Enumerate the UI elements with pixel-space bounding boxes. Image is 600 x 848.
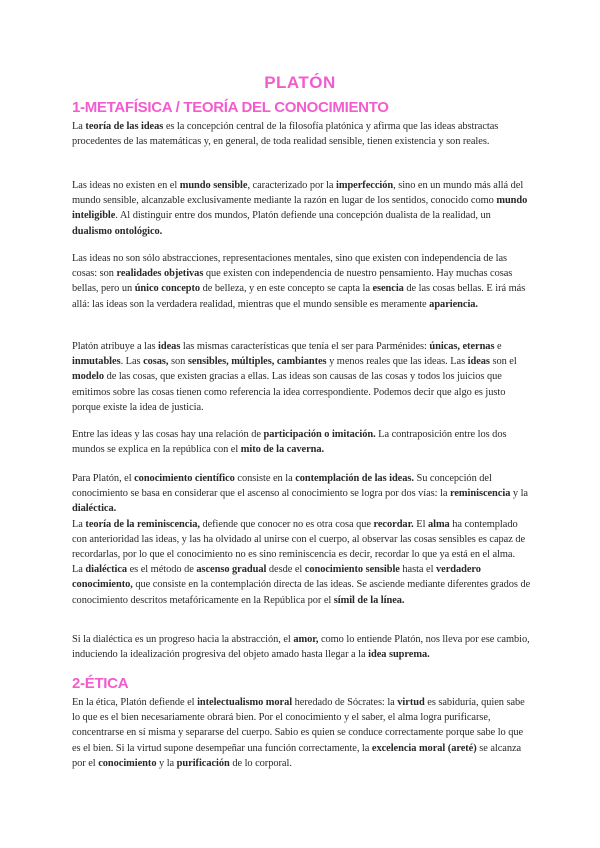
bold-term: dialéctica xyxy=(85,564,128,576)
bold-term: conocimiento científico xyxy=(134,473,235,484)
bold-term: participación o imitación. xyxy=(263,429,376,440)
bold-term: imperfección xyxy=(336,180,394,191)
bold-term: intelectualismo moral xyxy=(197,697,293,708)
paragraph: La teoría de las ideas es la concepción central de la filosofía platónica y afirma que las ideas abstractas procedentes de las matemáticas y, en general, de toda realidad sensible, tienen existencia y son reales. xyxy=(72,121,499,148)
bold-term: verdadero conocimiento, xyxy=(72,564,481,591)
bold-term: virtud xyxy=(397,697,425,708)
paragraph: En la ética, Platón defiende el intelectualismo moral heredado de Sócrates: la virtud es sabiduría, quien sabe lo que es el bien necesariamente obrará bien. Por el conocimiento y el saber, el alma logra purificarse, concentrarse en sí misma y separarse del cuerpo. Sabio es quien se conduce correctamente porque sabe lo que es el bien. Si la virtud supone desempeñar una función correctamente, la excelencia moral (areté) se alcanza por el conocimiento y la purificación de lo corporal. xyxy=(72,697,525,769)
bold-term: símil de la línea. xyxy=(333,594,405,606)
bold-term: únicas, eternas xyxy=(429,341,495,352)
bold-term: mundo inteligible xyxy=(72,195,528,222)
bold-term: conocimiento sensible xyxy=(304,564,400,576)
bold-term: teoría de la reminiscencia, xyxy=(85,518,200,530)
bold-term: amor, xyxy=(293,634,319,645)
bold-term: dialéctica. xyxy=(72,503,117,515)
paragraph: Para Platón, el conocimiento científico consiste en la contemplación de las ideas. Su concepción del conocimiento se basa en considerar que el ascenso al conocimiento se logra por dos vías: la reminiscencia y la dialéctica. La teoría de la reminiscencia, defiende que conocer no es otra cosa que recordar. El alma ha contemplado con anterioridad las ideas, y las ha olvidado al unirse con el cuerpo, al observar las cosas sensibles es capaz de recordarlas, por lo que el conocimiento no es sino reminiscencia es decir, recordar lo que ya está en el alma. La dialéctica es el método de ascenso gradual desde el conocimiento sensible hasta el verdadero conocimiento, que consiste en la contemplación directa de las ideas. Se asciende mediante diferentes grados de conocimiento descritos metafóricamente en la República por el símil de la línea. xyxy=(72,473,531,606)
bold-term: conocimiento xyxy=(98,757,157,769)
bold-term: contemplación de las ideas. xyxy=(295,473,414,484)
bold-term: alma xyxy=(427,518,450,530)
bold-term: realidades objetivas xyxy=(116,268,204,280)
paragraph: Platón atribuye a las ideas las mismas características que tenía el ser para Parménides: únicas, eternas e inmutables. Las cosas, son sensibles, múltiples, cambiantes y menos reales que las ideas. Las ideas son el modelo de las cosas, que existen gracias a ellas. Las ideas son causas de las cosas y todos los juicios que emitimos sobre las cosas tienen como referencia la idea correspondiente. Podemos decir que algo es justo porque existe la idea de justicia. xyxy=(72,341,517,413)
bold-term: mito de la caverna. xyxy=(240,444,325,456)
section-heading-metafisica: 1-METAFÍSICA / TEORÍA DEL CONOCIMIENTO xyxy=(72,99,389,116)
page-title: PLATÓN xyxy=(264,73,336,92)
bold-term: teoría de las ideas xyxy=(85,121,164,132)
bold-term: sensibles, múltiples, cambiantes xyxy=(187,356,327,368)
bold-term: apariencia. xyxy=(429,298,478,310)
bold-term: único concepto xyxy=(134,283,201,295)
bold-term: excelencia moral (areté) xyxy=(371,742,477,754)
bold-term: recordar. xyxy=(373,518,414,530)
bold-term: ascenso gradual xyxy=(196,564,267,576)
paragraph: Entre las ideas y las cosas hay una relación de participación o imitación. La contraposición entre los dos mundos se explica en la república con el mito de la caverna. xyxy=(72,429,507,456)
bold-term: purificación xyxy=(176,757,230,769)
bold-term: esencia xyxy=(372,283,404,295)
bold-term: ideas xyxy=(158,341,181,352)
paragraph: Las ideas no existen en el mundo sensible, caracterizado por la imperfección, sino en un mundo más allá del mundo sensible, alcanzable exclusivamente mediante la razón en lugar de los sentidos, conocido como mundo inteligible. Al distinguir entre dos mundos, Platón defiende una concepción dualista de la realidad, un dualismo ontológico. xyxy=(72,180,528,237)
bold-term: idea suprema. xyxy=(368,649,430,661)
paragraph: Las ideas no son sólo abstracciones, representaciones mentales, sino que existen con independencia de las cosas: son realidades objetivas que existen con independencia de nuestro pensamiento. Hay muchas cosas bellas, pero un único concepto de belleza, y en este concepto se capta la esencia de las cosas bellas. E irá más allá: las ideas son la verdadera realidad, mientras que el mundo sensible es meramente apariencia. xyxy=(72,253,526,310)
bold-term: reminiscencia xyxy=(450,488,511,500)
bold-term: cosas, xyxy=(143,356,169,368)
bold-term: inmutables xyxy=(72,356,121,368)
bold-term: mundo sensible xyxy=(179,180,248,191)
bold-term: ideas xyxy=(467,356,490,368)
paragraph: Si la dialéctica es un progreso hacia la abstracción, el amor, como lo entiende Platón, nos lleva por ese cambio, induciendo la idealización progresiva del objeto amado hasta llegar a la idea suprema. xyxy=(72,634,530,661)
bold-term: modelo xyxy=(72,371,105,383)
section-heading-etica: 2-ÉTICA xyxy=(72,675,129,692)
bold-term: dualismo ontológico. xyxy=(72,225,163,237)
